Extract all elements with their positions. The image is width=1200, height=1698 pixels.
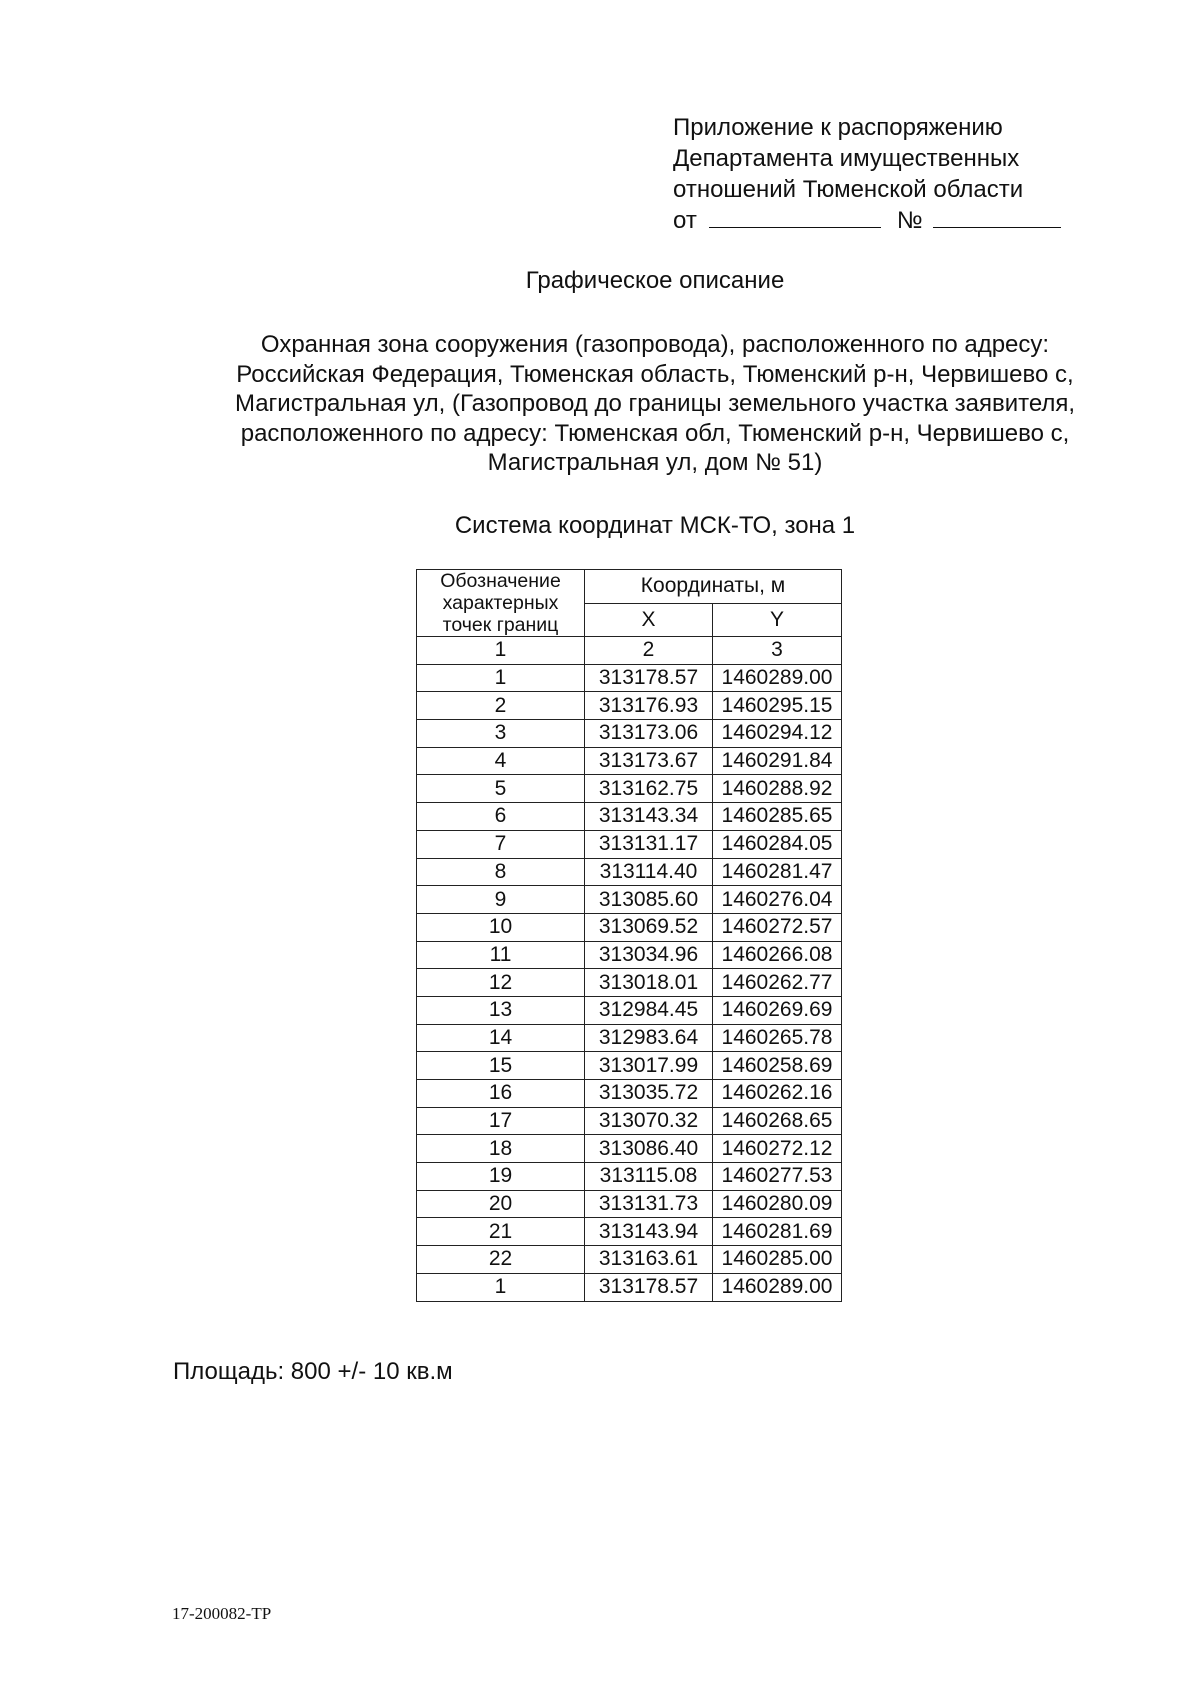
table-row: [417, 1163, 842, 1191]
y-cell: 1460291.84: [713, 747, 842, 775]
x-cell: 313018.01: [585, 969, 713, 997]
x-cell: 313115.08: [585, 1163, 713, 1191]
x-cell: 313143.34: [585, 803, 713, 831]
point-cell: 5: [417, 775, 585, 803]
appendix-line-2: Департамента имущественных: [673, 145, 1020, 172]
header-point: Обозначение характерных точек границ: [417, 570, 585, 637]
appendix-date-number-line: [673, 205, 1061, 236]
point-cell: 9: [417, 886, 585, 914]
header-coords: Координаты, м: [585, 570, 842, 604]
table-row: [417, 1107, 842, 1135]
date-blank: [709, 205, 881, 228]
point-cell: 19: [417, 1163, 585, 1191]
column-number: 2: [585, 637, 713, 665]
table-row: [417, 803, 842, 831]
y-cell: 1460272.12: [713, 1135, 842, 1163]
description-line-4: расположенного по адресу: Тюменская обл, Тюменский р-н, Червишево с,: [240, 419, 1070, 447]
table-row: [417, 830, 842, 858]
x-cell: 313017.99: [585, 1052, 713, 1080]
y-cell: 1460272.57: [713, 913, 842, 941]
x-cell: 313176.93: [585, 692, 713, 720]
x-cell: 313163.61: [585, 1246, 713, 1274]
point-cell: 22: [417, 1246, 585, 1274]
table-row: [417, 1218, 842, 1246]
y-cell: 1460294.12: [713, 720, 842, 748]
coordinate-system: Система координат МСК-ТО, зона 1: [454, 512, 856, 539]
appendix-block: [673, 112, 1061, 236]
y-cell: 1460269.69: [713, 996, 842, 1024]
point-cell: 4: [417, 747, 585, 775]
y-cell: 1460285.65: [713, 803, 842, 831]
table-row: [417, 996, 842, 1024]
table-row: [417, 913, 842, 941]
x-cell: 313085.60: [585, 886, 713, 914]
column-number: 3: [713, 637, 842, 665]
point-cell: 3: [417, 720, 585, 748]
y-cell: 1460258.69: [713, 1052, 842, 1080]
table-row: [417, 747, 842, 775]
y-cell: 1460289.00: [713, 1273, 842, 1301]
header-y: Y: [713, 603, 842, 637]
from-label: от: [673, 207, 697, 234]
table-row: [417, 692, 842, 720]
table-row: [417, 1273, 842, 1301]
zone-description: [150, 330, 1160, 478]
point-cell: 20: [417, 1190, 585, 1218]
coordinates-table: [416, 569, 842, 1302]
x-cell: 313162.75: [585, 775, 713, 803]
point-cell: 1: [417, 1273, 585, 1301]
document-title: Графическое описание: [525, 267, 785, 294]
table-row: [417, 1080, 842, 1108]
table-row: [417, 1190, 842, 1218]
point-cell: 12: [417, 969, 585, 997]
x-cell: 313173.06: [585, 720, 713, 748]
description-line-1: Охранная зона сооружения (газопровода), расположенного по адресу:: [260, 331, 1050, 358]
point-cell: 18: [417, 1135, 585, 1163]
point-cell: 7: [417, 830, 585, 858]
column-number-row: [417, 637, 842, 665]
x-cell: 313178.57: [585, 1273, 713, 1301]
table-row: [417, 1052, 842, 1080]
point-cell: 14: [417, 1024, 585, 1052]
point-cell: 16: [417, 1080, 585, 1108]
y-cell: 1460262.77: [713, 969, 842, 997]
area-value: Площадь: 800 +/- 10 кв.м: [173, 1358, 453, 1385]
point-cell: 15: [417, 1052, 585, 1080]
point-cell: 8: [417, 858, 585, 886]
x-cell: 313035.72: [585, 1080, 713, 1108]
y-cell: 1460277.53: [713, 1163, 842, 1191]
y-cell: 1460262.16: [713, 1080, 842, 1108]
x-cell: 313114.40: [585, 858, 713, 886]
x-cell: 313034.96: [585, 941, 713, 969]
table-row: [417, 775, 842, 803]
point-cell: 6: [417, 803, 585, 831]
table-row: [417, 1246, 842, 1274]
point-cell: 2: [417, 692, 585, 720]
column-number: 1: [417, 637, 585, 665]
y-cell: 1460285.00: [713, 1246, 842, 1274]
point-cell: 10: [417, 913, 585, 941]
point-cell: 13: [417, 996, 585, 1024]
y-cell: 1460266.08: [713, 941, 842, 969]
point-cell: 1: [417, 664, 585, 692]
y-cell: 1460281.47: [713, 858, 842, 886]
x-cell: 313173.67: [585, 747, 713, 775]
table-row: [417, 1024, 842, 1052]
x-cell: 313086.40: [585, 1135, 713, 1163]
description-line-3: Магистральная ул, (Газопровод до границы земельного участка заявителя,: [234, 390, 1076, 418]
point-cell: 11: [417, 941, 585, 969]
y-cell: 1460288.92: [713, 775, 842, 803]
appendix-line-1: Приложение к распоряжению: [673, 114, 1003, 141]
header-x: X: [585, 603, 713, 637]
table-row: [417, 886, 842, 914]
description-line-2: Российская Федерация, Тюменская область, Тюменский р-н, Червишево с,: [236, 360, 1074, 388]
x-cell: 313131.73: [585, 1190, 713, 1218]
number-label: №: [896, 207, 923, 234]
description-line-5: Магистральная ул, дом № 51): [487, 449, 823, 477]
x-cell: 313131.17: [585, 830, 713, 858]
table-row: [417, 941, 842, 969]
y-cell: 1460276.04: [713, 886, 842, 914]
y-cell: 1460284.05: [713, 830, 842, 858]
y-cell: 1460265.78: [713, 1024, 842, 1052]
y-cell: 1460289.00: [713, 664, 842, 692]
point-cell: 21: [417, 1218, 585, 1246]
table-row: [417, 1135, 842, 1163]
y-cell: 1460280.09: [713, 1190, 842, 1218]
x-cell: 312984.45: [585, 996, 713, 1024]
x-cell: 313069.52: [585, 913, 713, 941]
y-cell: 1460268.65: [713, 1107, 842, 1135]
x-cell: 313070.32: [585, 1107, 713, 1135]
table-row: [417, 720, 842, 748]
table-row: [417, 858, 842, 886]
y-cell: 1460295.15: [713, 692, 842, 720]
document-code: 17-200082-ТР: [172, 1604, 272, 1623]
x-cell: 313143.94: [585, 1218, 713, 1246]
x-cell: 312983.64: [585, 1024, 713, 1052]
point-cell: 17: [417, 1107, 585, 1135]
x-cell: 313178.57: [585, 664, 713, 692]
y-cell: 1460281.69: [713, 1218, 842, 1246]
appendix-line-3: отношений Тюменской области: [673, 176, 1024, 203]
table-row: [417, 664, 842, 692]
number-blank: [933, 205, 1061, 228]
table-row: [417, 969, 842, 997]
